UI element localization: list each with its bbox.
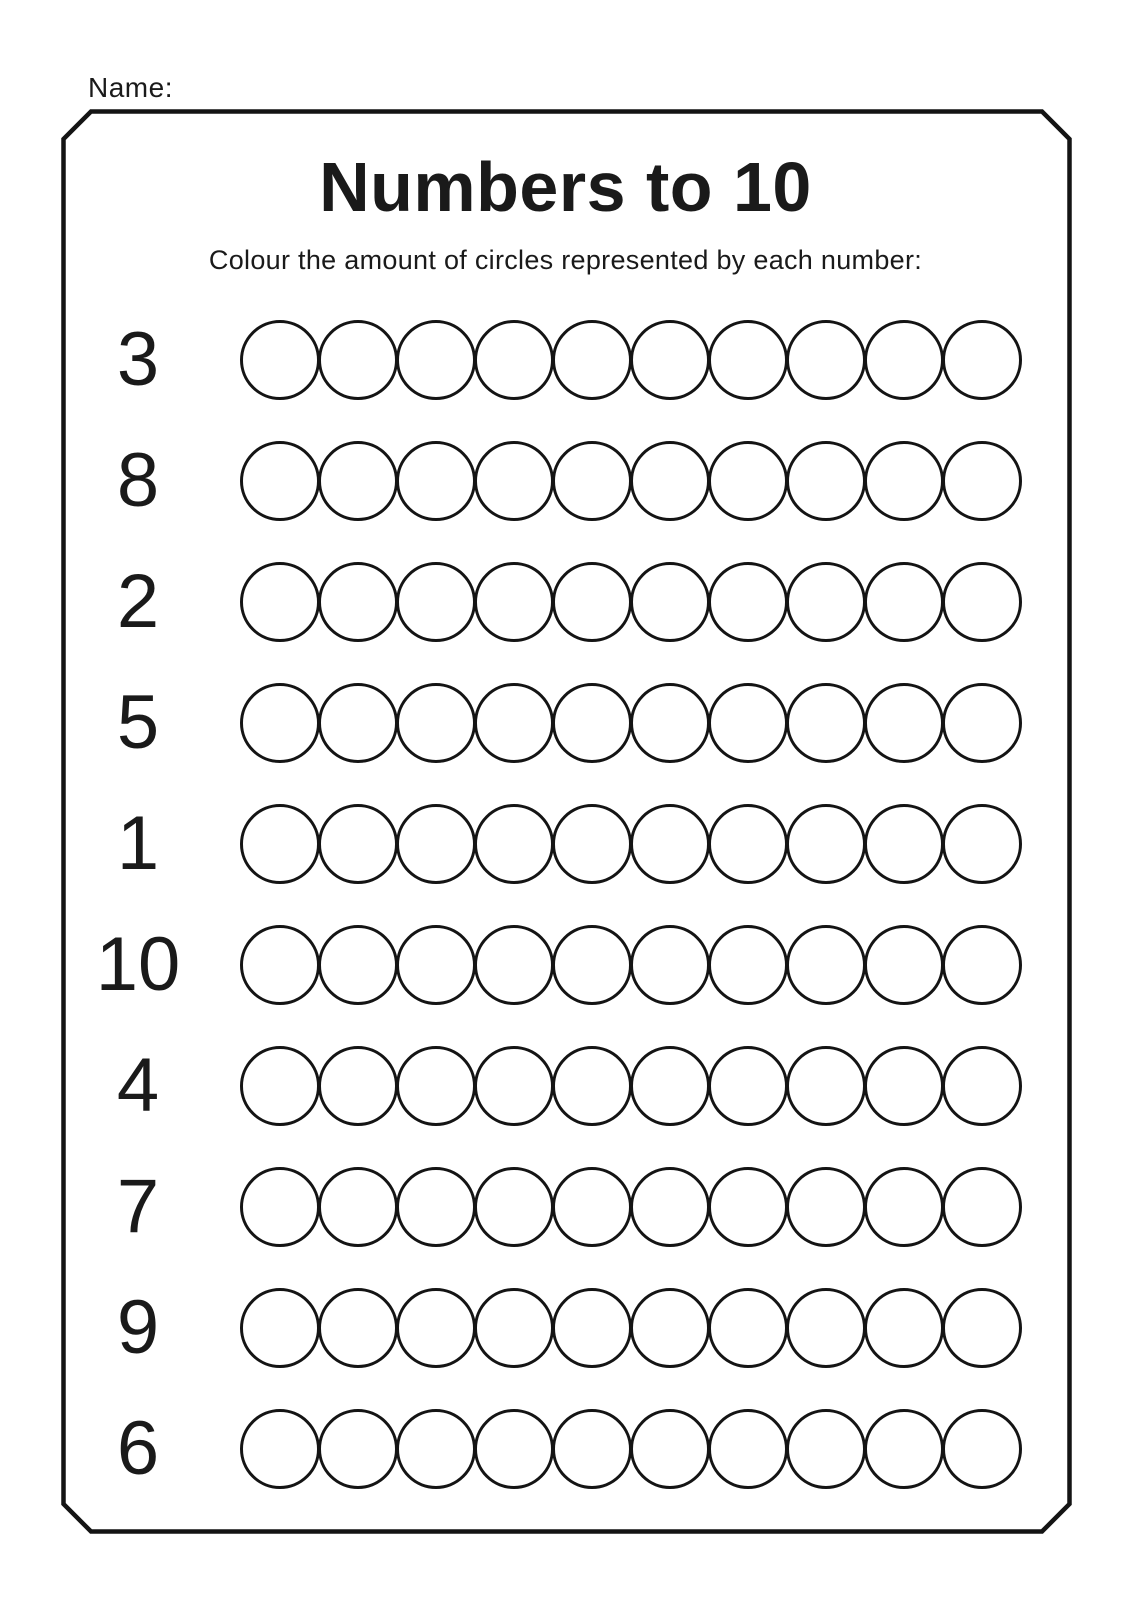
colour-circle[interactable]: [240, 320, 320, 400]
circle-row: [240, 441, 1020, 521]
colour-circle[interactable]: [474, 1409, 554, 1489]
colour-circle[interactable]: [240, 925, 320, 1005]
colour-circle[interactable]: [474, 1288, 554, 1368]
colour-circle[interactable]: [630, 683, 710, 763]
number-row: [63, 420, 1068, 541]
page-subtitle: Colour the amount of circles represented by each number:: [208, 245, 923, 275]
colour-circle[interactable]: [240, 1167, 320, 1247]
row-number: 7: [116, 1163, 160, 1249]
colour-circle[interactable]: [864, 1288, 944, 1368]
number-row: [63, 904, 1068, 1025]
colour-circle[interactable]: [942, 320, 1022, 400]
colour-circle[interactable]: [786, 1288, 866, 1368]
colour-circle[interactable]: [396, 804, 476, 884]
colour-circle[interactable]: [786, 562, 866, 642]
colour-circle[interactable]: [942, 1288, 1022, 1368]
colour-circle[interactable]: [786, 1409, 866, 1489]
circle-row: [240, 1409, 1020, 1489]
colour-circle[interactable]: [240, 441, 320, 521]
row-number: 2: [116, 558, 160, 644]
colour-circle[interactable]: [474, 925, 554, 1005]
colour-circle[interactable]: [786, 1167, 866, 1247]
colour-circle[interactable]: [786, 441, 866, 521]
row-number: 10: [95, 921, 181, 1007]
colour-circle[interactable]: [474, 441, 554, 521]
colour-circle[interactable]: [396, 441, 476, 521]
row-number: 8: [116, 437, 160, 523]
colour-circle[interactable]: [786, 804, 866, 884]
colour-circle[interactable]: [552, 1409, 632, 1489]
circle-row: [240, 1288, 1020, 1368]
colour-circle[interactable]: [864, 1046, 944, 1126]
colour-circle[interactable]: [942, 441, 1022, 521]
colour-circle[interactable]: [318, 1409, 398, 1489]
colour-circle[interactable]: [630, 562, 710, 642]
colour-circle[interactable]: [630, 320, 710, 400]
colour-circle[interactable]: [942, 1167, 1022, 1247]
row-number: 9: [116, 1284, 160, 1370]
colour-circle[interactable]: [474, 804, 554, 884]
colour-circle[interactable]: [318, 1288, 398, 1368]
colour-circle[interactable]: [318, 320, 398, 400]
colour-circle[interactable]: [396, 1046, 476, 1126]
number-row: [63, 783, 1068, 904]
colour-circle[interactable]: [864, 1409, 944, 1489]
row-number: 1: [116, 800, 160, 886]
colour-circle[interactable]: [864, 562, 944, 642]
colour-circle[interactable]: [396, 1409, 476, 1489]
colour-circle[interactable]: [708, 320, 788, 400]
colour-circle[interactable]: [240, 562, 320, 642]
colour-circle[interactable]: [942, 1046, 1022, 1126]
colour-circle[interactable]: [318, 925, 398, 1005]
colour-circle[interactable]: [318, 1046, 398, 1126]
circle-row: [240, 562, 1020, 642]
colour-circle[interactable]: [240, 1409, 320, 1489]
colour-circle[interactable]: [474, 1046, 554, 1126]
worksheet-rows: [63, 299, 1068, 1509]
number-row: [63, 1146, 1068, 1267]
colour-circle[interactable]: [396, 562, 476, 642]
colour-circle[interactable]: [552, 804, 632, 884]
circle-row: [240, 1167, 1020, 1247]
colour-circle[interactable]: [474, 320, 554, 400]
colour-circle[interactable]: [318, 1167, 398, 1247]
colour-circle[interactable]: [864, 1167, 944, 1247]
colour-circle[interactable]: [474, 1167, 554, 1247]
colour-circle[interactable]: [630, 1167, 710, 1247]
colour-circle[interactable]: [552, 1046, 632, 1126]
colour-circle[interactable]: [864, 925, 944, 1005]
colour-circle[interactable]: [240, 1046, 320, 1126]
name-label: Name:: [88, 72, 173, 103]
colour-circle[interactable]: [786, 925, 866, 1005]
row-number: 3: [116, 316, 160, 402]
colour-circle[interactable]: [786, 320, 866, 400]
colour-circle[interactable]: [474, 683, 554, 763]
colour-circle[interactable]: [396, 1167, 476, 1247]
colour-circle[interactable]: [318, 562, 398, 642]
number-row: [63, 662, 1068, 783]
colour-circle[interactable]: [396, 925, 476, 1005]
colour-circle[interactable]: [708, 562, 788, 642]
colour-circle[interactable]: [552, 1167, 632, 1247]
colour-circle[interactable]: [240, 804, 320, 884]
colour-circle[interactable]: [708, 804, 788, 884]
colour-circle[interactable]: [942, 562, 1022, 642]
colour-circle[interactable]: [708, 1046, 788, 1126]
colour-circle[interactable]: [552, 441, 632, 521]
colour-circle[interactable]: [708, 1167, 788, 1247]
colour-circle[interactable]: [318, 804, 398, 884]
colour-circle[interactable]: [942, 683, 1022, 763]
colour-circle[interactable]: [864, 804, 944, 884]
colour-circle[interactable]: [708, 1288, 788, 1368]
colour-circle[interactable]: [786, 1046, 866, 1126]
colour-circle[interactable]: [396, 1288, 476, 1368]
page-title: Numbers to 10: [319, 148, 812, 226]
colour-circle[interactable]: [630, 1288, 710, 1368]
number-row: [63, 1267, 1068, 1388]
colour-circle[interactable]: [630, 1046, 710, 1126]
colour-circle[interactable]: [708, 1409, 788, 1489]
number-row: [63, 1388, 1068, 1509]
colour-circle[interactable]: [708, 683, 788, 763]
colour-circle[interactable]: [864, 320, 944, 400]
colour-circle[interactable]: [552, 1288, 632, 1368]
colour-circle[interactable]: [396, 683, 476, 763]
colour-circle[interactable]: [552, 562, 632, 642]
colour-circle[interactable]: [474, 562, 554, 642]
colour-circle[interactable]: [630, 1409, 710, 1489]
colour-circle[interactable]: [552, 925, 632, 1005]
number-row: [63, 299, 1068, 420]
row-number: 4: [116, 1042, 160, 1128]
number-row: [63, 541, 1068, 662]
colour-circle[interactable]: [864, 441, 944, 521]
circle-row: [240, 683, 1020, 763]
colour-circle[interactable]: [708, 441, 788, 521]
circle-row: [240, 925, 1020, 1005]
circle-row: [240, 1046, 1020, 1126]
row-number: 5: [116, 679, 160, 765]
colour-circle[interactable]: [552, 320, 632, 400]
colour-circle[interactable]: [630, 925, 710, 1005]
circle-row: [240, 320, 1020, 400]
colour-circle[interactable]: [942, 1409, 1022, 1489]
colour-circle[interactable]: [630, 441, 710, 521]
colour-circle[interactable]: [630, 804, 710, 884]
colour-circle[interactable]: [864, 683, 944, 763]
row-number: 6: [116, 1405, 160, 1491]
colour-circle[interactable]: [552, 683, 632, 763]
colour-circle[interactable]: [240, 1288, 320, 1368]
circle-row: [240, 804, 1020, 884]
colour-circle[interactable]: [942, 804, 1022, 884]
colour-circle[interactable]: [318, 441, 398, 521]
colour-circle[interactable]: [396, 320, 476, 400]
colour-circle[interactable]: [708, 925, 788, 1005]
colour-circle[interactable]: [942, 925, 1022, 1005]
colour-circle[interactable]: [318, 683, 398, 763]
colour-circle[interactable]: [786, 683, 866, 763]
colour-circle[interactable]: [240, 683, 320, 763]
number-row: [63, 1025, 1068, 1146]
